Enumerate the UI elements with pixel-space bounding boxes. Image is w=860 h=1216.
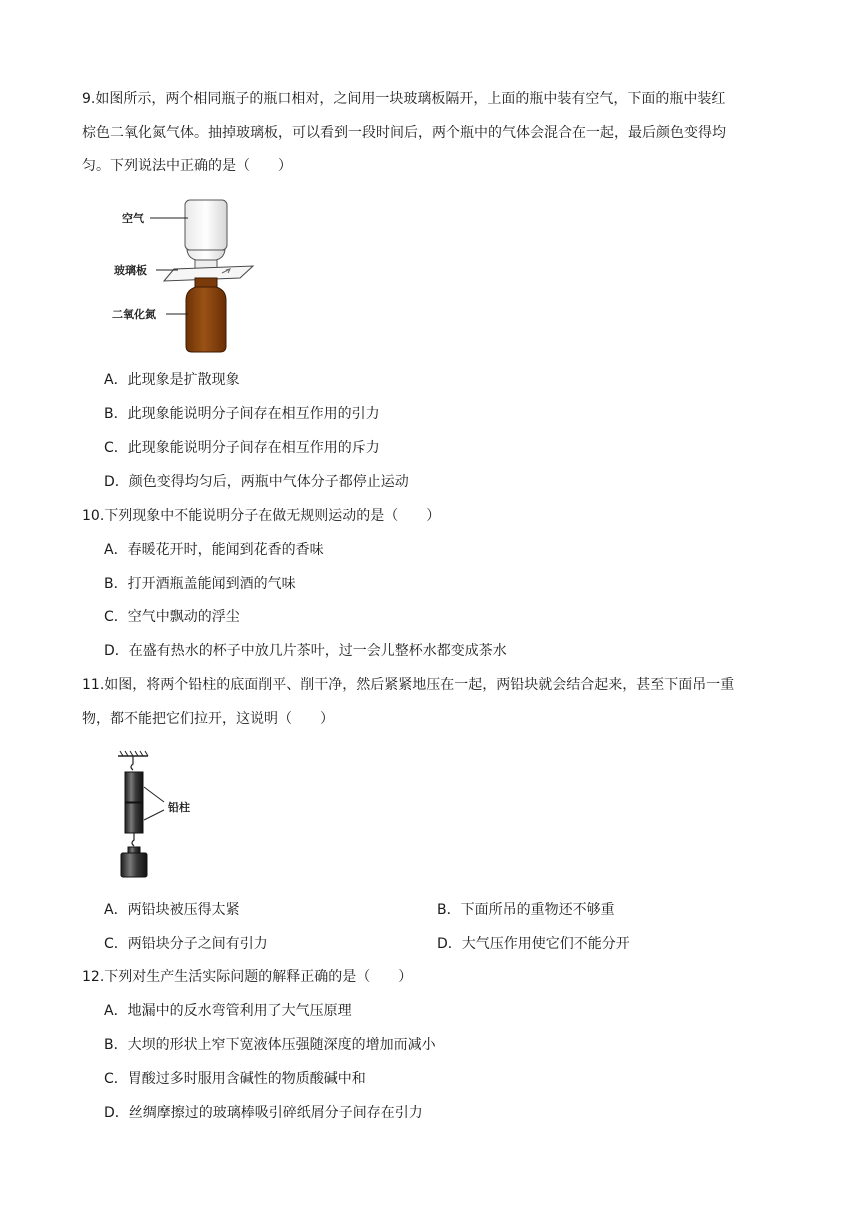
no2-bottle: [186, 278, 226, 352]
weight-knob: [128, 847, 140, 853]
q11-stem-line1: 11.如图，将两个铅柱的底面削平、削干净，然后紧紧地压在一起，两铅块就会结合起来，甚至下面吊一重: [82, 677, 735, 693]
q9-option-c[interactable]: C．此现象能说明分子间存在相互作用的斥力: [104, 440, 380, 456]
q9-option-d[interactable]: D．颜色变得均匀后，两瓶中气体分子都停止运动: [104, 474, 409, 490]
q12-option-b[interactable]: B．大坝的形状上窄下宽液体压强随深度的增加而减小: [104, 1037, 436, 1053]
q10-option-b[interactable]: B．打开酒瓶盖能闻到酒的气味: [104, 576, 296, 592]
q9-option-a[interactable]: A．此现象是扩散现象: [104, 372, 240, 388]
q11-lead-cylinder-figure: [108, 748, 208, 880]
air-bottle: [185, 200, 227, 269]
q9-stem-line3: 匀。下列说法中正确的是（ ）: [82, 158, 292, 174]
q11-stem-line2: 物，都不能把它们拉开，这说明（ ）: [82, 711, 334, 727]
upper-lead-cylinder: [125, 772, 143, 802]
lower-lead-cylinder: [125, 803, 143, 833]
q9-stem-line1: 9.如图所示，两个相同瓶子的瓶口相对，之间用一块玻璃板隔开，上面的瓶中装有空气，下面的瓶中装红: [82, 91, 726, 107]
weight-body: [121, 853, 147, 877]
q10-option-c[interactable]: C．空气中飘动的浮尘: [104, 609, 240, 625]
q12-stem: 12.下列对生产生活实际问题的解释正确的是（ ）: [82, 969, 413, 985]
q10-option-d[interactable]: D．在盛有热水的杯子中放几片茶叶，过一会儿整杯水都变成茶水: [104, 643, 507, 659]
q11-option-d[interactable]: D．大气压作用使它们不能分开: [437, 936, 630, 952]
q9-stem-line2: 棕色二氧化氮气体。抽掉玻璃板，可以看到一段时间后，两个瓶中的气体会混合在一起，最后颜色变得均: [82, 125, 726, 141]
label-air: 空气: [122, 212, 144, 225]
q10-option-a[interactable]: A．春暖花开时，能闻到花香的香味: [104, 542, 324, 558]
q11-option-b[interactable]: B．下面所吊的重物还不够重: [437, 902, 615, 918]
ceiling-hatch: [118, 751, 148, 756]
label-glass-plate: 玻璃板: [114, 264, 147, 277]
q10-stem: 10.下列现象中不能说明分子在做无规则运动的是（ ）: [82, 508, 441, 524]
q12-option-d[interactable]: D．丝绸摩擦过的玻璃棒吸引碎纸屑分子间存在引力: [104, 1105, 423, 1121]
label-lead-cylinder: 铅柱: [168, 801, 190, 814]
q11-option-a[interactable]: A．两铅块被压得太紧: [104, 902, 240, 918]
q11-option-c[interactable]: C．两铅块分子之间有引力: [104, 936, 268, 952]
q9-option-b[interactable]: B．此现象能说明分子间存在相互作用的引力: [104, 406, 380, 422]
label-no2: 二氧化氮: [112, 308, 156, 321]
q9-bottle-figure: [108, 196, 268, 356]
q12-option-c[interactable]: C．胃酸过多时服用含碱性的物质酸碱中和: [104, 1071, 366, 1087]
q12-option-a[interactable]: A．地漏中的反水弯管利用了大气压原理: [104, 1003, 352, 1019]
